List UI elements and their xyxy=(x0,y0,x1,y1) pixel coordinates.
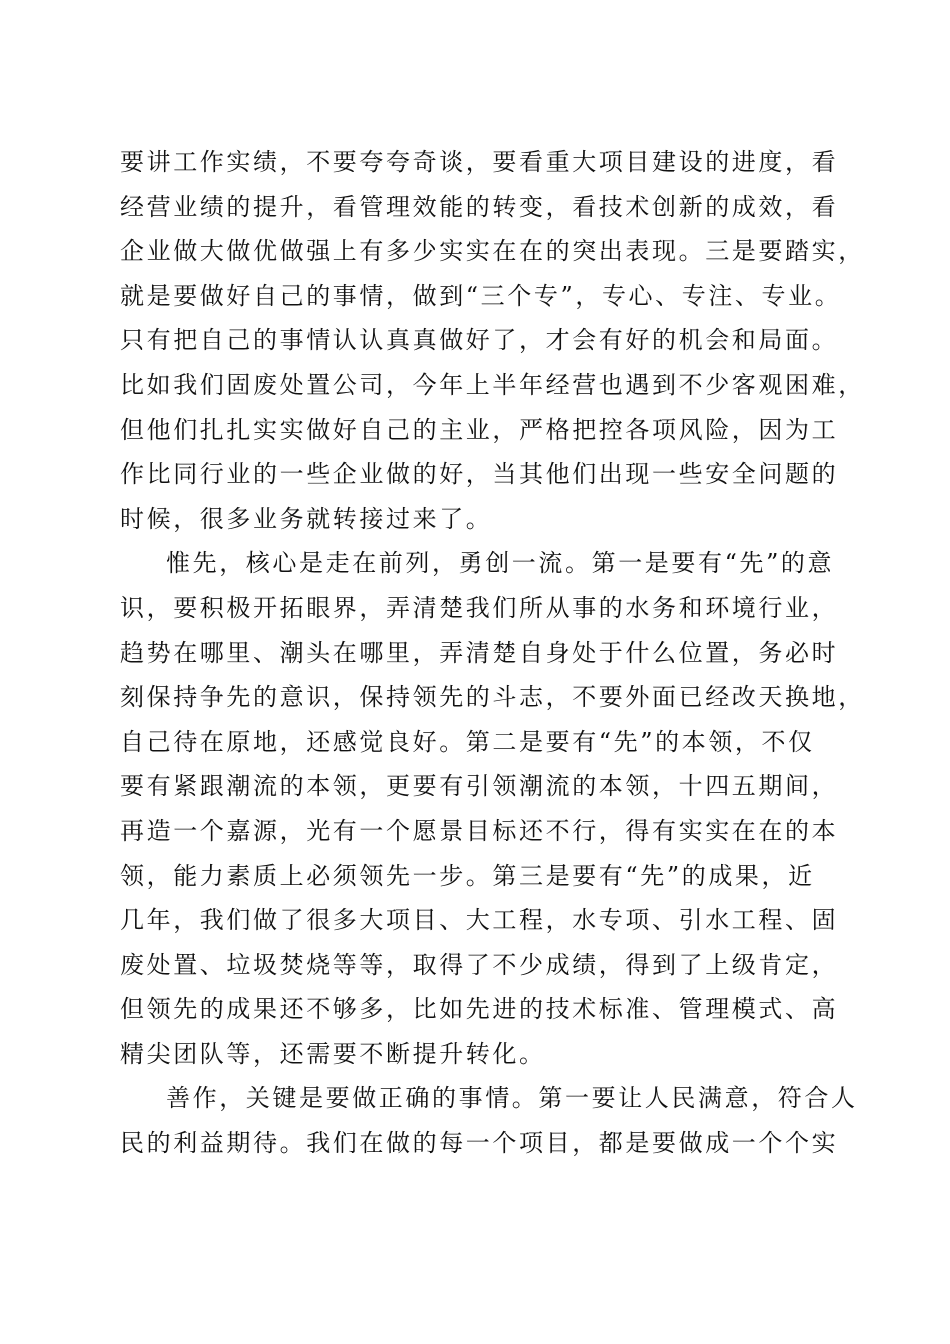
text-line: 就是要做好自己的事情，做到“三个专”，专心、专注、专业。 xyxy=(120,281,842,310)
text-line: 作比同行业的一些企业做的好，当其他们出现一些安全问题的 xyxy=(120,460,839,489)
text-line: 领，能力素质上必须领先一步。第三是要有“先”的成果，近 xyxy=(120,861,815,890)
text-line: 刻保持争先的意识，保持领先的斗志，不要外面已经改天换地， xyxy=(120,683,865,712)
text-line: 善作，关键是要做正确的事情。第一要让人民满意，符合人 xyxy=(166,1084,858,1113)
text-line: 经营业绩的提升，看管理效能的转变，看技术创新的成效，看 xyxy=(120,192,839,221)
text-line: 自己待在原地，还感觉良好。第二是要有“先”的本领，不仅 xyxy=(120,727,815,756)
text-line: 时候，很多业务就转接过来了。 xyxy=(120,504,493,533)
text-line: 要讲工作实绩，不要夸夸奇谈，要看重大项目建设的进度，看 xyxy=(120,148,839,176)
text-line: 惟先，核心是走在前列，勇创一流。第一是要有“先”的意 xyxy=(166,549,835,578)
paragraph xyxy=(120,1076,858,1165)
paragraph xyxy=(120,541,865,1076)
text-line: 但领先的成果还不够多，比如先进的技术标准、管理模式、高 xyxy=(120,995,839,1024)
paragraph xyxy=(120,140,865,541)
text-line: 比如我们固废处置公司，今年上半年经营也遇到不少客观困难， xyxy=(120,370,865,399)
text-line: 但他们扎扎实实做好自己的主业，严格把控各项风险，因为工 xyxy=(120,415,839,444)
text-line: 企业做大做优做强上有多少实实在在的突出表现。三是要踏实， xyxy=(120,237,865,266)
text-line: 只有把自己的事情认认真真做好了，才会有好的机会和局面。 xyxy=(120,326,839,355)
text-line: 废处置、垃圾焚烧等等，取得了不少成绩，得到了上级肯定， xyxy=(120,950,839,979)
text-line: 识，要积极开拓眼界，弄清楚我们所从事的水务和环境行业， xyxy=(120,593,839,622)
text-line: 再造一个嘉源，光有一个愿景目标还不行，得有实实在在的本 xyxy=(120,816,839,845)
text-line: 精尖团队等，还需要不断提升转化。 xyxy=(120,1039,546,1068)
text-line: 要有紧跟潮流的本领，更要有引领潮流的本领，十四五期间， xyxy=(120,772,839,801)
text-line: 趋势在哪里、潮头在哪里，弄清楚自身处于什么位置，务必时 xyxy=(120,638,839,667)
text-line: 民的利益期待。我们在做的每一个项目，都是要做成一个个实 xyxy=(120,1129,839,1158)
body-text xyxy=(120,140,865,1166)
text-line: 几年，我们做了很多大项目、大工程，水专项、引水工程、固 xyxy=(120,906,839,935)
